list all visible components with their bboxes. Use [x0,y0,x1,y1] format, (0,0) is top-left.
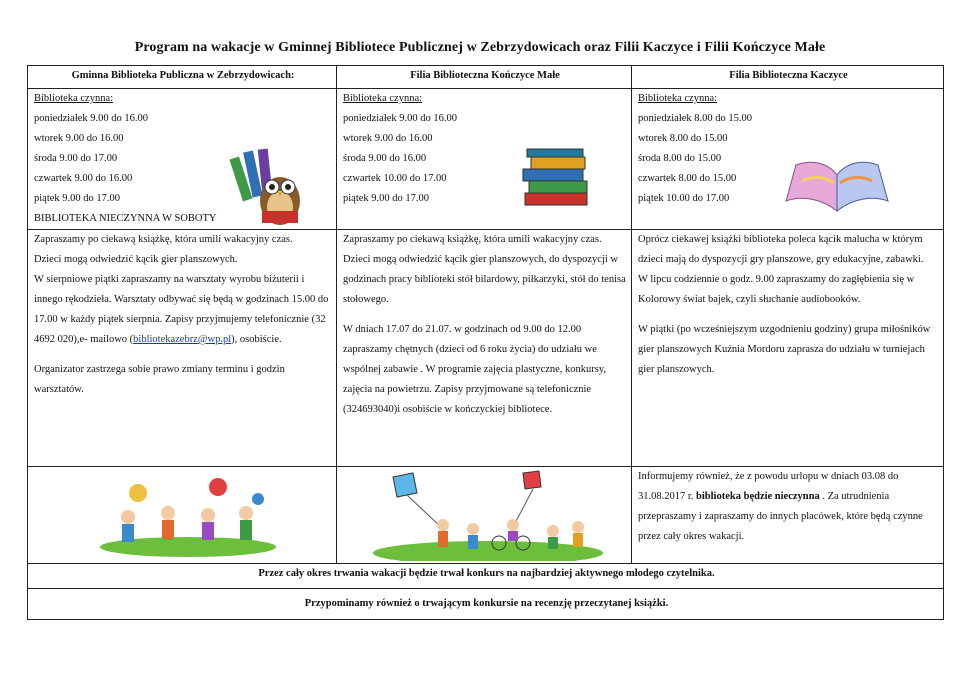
review-contest-banner: Przypominamy również o trwającym konkursie na recenzję przeczytanej książki. [28,589,944,620]
info-paragraph: Oprócz ciekawej książki biblioteka poleca kącik malucha w którym dzieci mają do dyspozycji gry planszowe, gry edukacyjne, zabawki. [638,234,924,265]
info-paragraph: Dzieci mogą odwiedzić kącik gier planszowych, do dyspozycji w godzinach pracy biblioteki stół bilardowy, piłkarzyki, stół do tenisa stołowego. [343,254,626,305]
open-book-icon [782,151,892,221]
info-paragraph: Zapraszamy po ciekawą książkę, która umili wakacyjny czas. [34,234,293,245]
info-paragraph: Dzieci mogą odwiedzić kącik gier planszowych. [34,254,238,265]
hours-item: środa 8.00 do 15.00 [638,153,722,164]
program-table [27,65,944,620]
hours-item: piątek 9.00 do 17.00 [34,193,121,204]
notice-text-end: . Za utrudnienia przepraszamy i zapraszamy do innych placówek, które będą czynne przez cały okres wakacji. [638,491,923,542]
owl-books-icon [228,145,308,229]
hours-item: piątek 9.00 do 17.00 [343,193,430,204]
contest-banner: Przez cały okres trwania wakacji będzie trwał konkurs na najbardziej aktywnego młodego czytelnika. [28,564,944,589]
hours-item: czwartek 8.00 do 15.00 [638,173,737,184]
hours-note: BIBLIOTEKA NIECZYNNA W SOBOTY [34,213,217,224]
hours-item: piątek 10.00 do 17.00 [638,193,730,204]
banner-row-2 [28,589,944,620]
notice-text: Informujemy również, że z powodu urlopu w dniach 03.08 do 31.08.2017 r. [638,471,899,502]
hours-item: wtorek 9.00 do 16.00 [34,133,124,144]
picture-row [28,467,944,564]
info-row [28,230,944,467]
info-paragraph: Organizator zastrzega sobie prawo zmiany terminu i godzin warsztatów. [34,364,285,395]
header-kaczyce: Filia Biblioteczna Kaczyce [632,66,944,89]
workshop-text: W sierpniowe piątki zapraszamy na warsztaty wyrobu biżuterii i innego rękodzieła. Warsztaty odbywać się będą w godzinach 15.00 do 17.00 w każdy piątek sierpnia. Zapisy przyjmujemy telefonicznie (32 4692 020),e- mailowo ( [34,274,329,345]
hours-item: środa 9.00 do 17.00 [34,153,118,164]
hours-label: Biblioteka czynna: [638,93,718,104]
info-paragraph: W piątki (po wcześniejszym uzgodnieniu godziny) grupa miłośników gier planszowych Kuźnia Mordoru zaprasza do udziału w turniejach gier planszowych. [638,324,931,375]
notice-closed-text: biblioteka będzie nieczynna [696,491,820,502]
hours-item: poniedziałek 9.00 do 16.00 [343,113,458,124]
hours-item: czwartek 9.00 do 16.00 [34,173,133,184]
hours-label: Biblioteka czynna: [34,93,114,104]
kids-kites-cell [337,467,632,564]
info-konczyce [337,230,632,467]
workshop-paragraph [34,270,332,350]
hours-zebrzydowice [28,89,337,230]
hours-item: wtorek 8.00 do 15.00 [638,133,728,144]
kids-playing-icon [98,473,278,557]
notice-paragraph [638,467,939,547]
info-kaczyce [632,230,944,467]
kids-kite-park-icon [373,469,603,561]
header-row [28,66,944,89]
hours-item: wtorek 9.00 do 16.00 [343,133,433,144]
hours-label: Biblioteka czynna: [343,93,423,104]
info-paragraph: W lipcu codziennie o godz. 9.00 zapraszamy do zagłębienia się w Kolorowy świat bajek, czyli słuchanie audiobooków. [638,274,915,305]
info-paragraph: W dniach 17.07 do 21.07. w godzinach od 9.00 do 12.00 zapraszamy chętnych (dzieci od 6 roku życia) do udziału we wspólnej zabawie . W programie zajęcia plastyczne, konkursy, zajęcia na powietrzu. Zapisy przyjmowane są telefonicznie (324693040)i osobiście w kończyckiej bibliotece. [343,324,607,415]
header-konczyce: Filia Biblioteczna Kończyce Małe [337,66,632,89]
hours-kaczyce [632,89,944,230]
banner-row-1 [28,564,944,589]
hours-item: poniedziałek 8.00 do 15.00 [638,113,753,124]
vacation-notice [632,467,944,564]
workshop-text-end: ), osobiście. [231,334,282,345]
page-title: Program na wakacje w Gminnej Bibliotece Publicznej w Zebrzydowicach oraz Filii Kaczyce i Filii Kończyce Małe [134,40,826,55]
info-zebrzydowice [28,230,337,467]
hours-konczyce [337,89,632,230]
email-link[interactable]: bibliotekazebrz@wp.pl [133,334,232,345]
hours-row [28,89,944,230]
hours-item: środa 9.00 do 16.00 [343,153,427,164]
kids-playing-cell [28,467,337,564]
header-zebrzydowice: Gminna Biblioteka Publiczna w Zebrzydowicach: [28,66,337,89]
book-stack-icon [519,147,593,209]
hours-item: czwartek 10.00 do 17.00 [343,173,447,184]
hours-item: poniedziałek 9.00 do 16.00 [34,113,149,124]
info-paragraph: Zapraszamy po ciekawą książkę, która umili wakacyjny czas. [343,234,602,245]
